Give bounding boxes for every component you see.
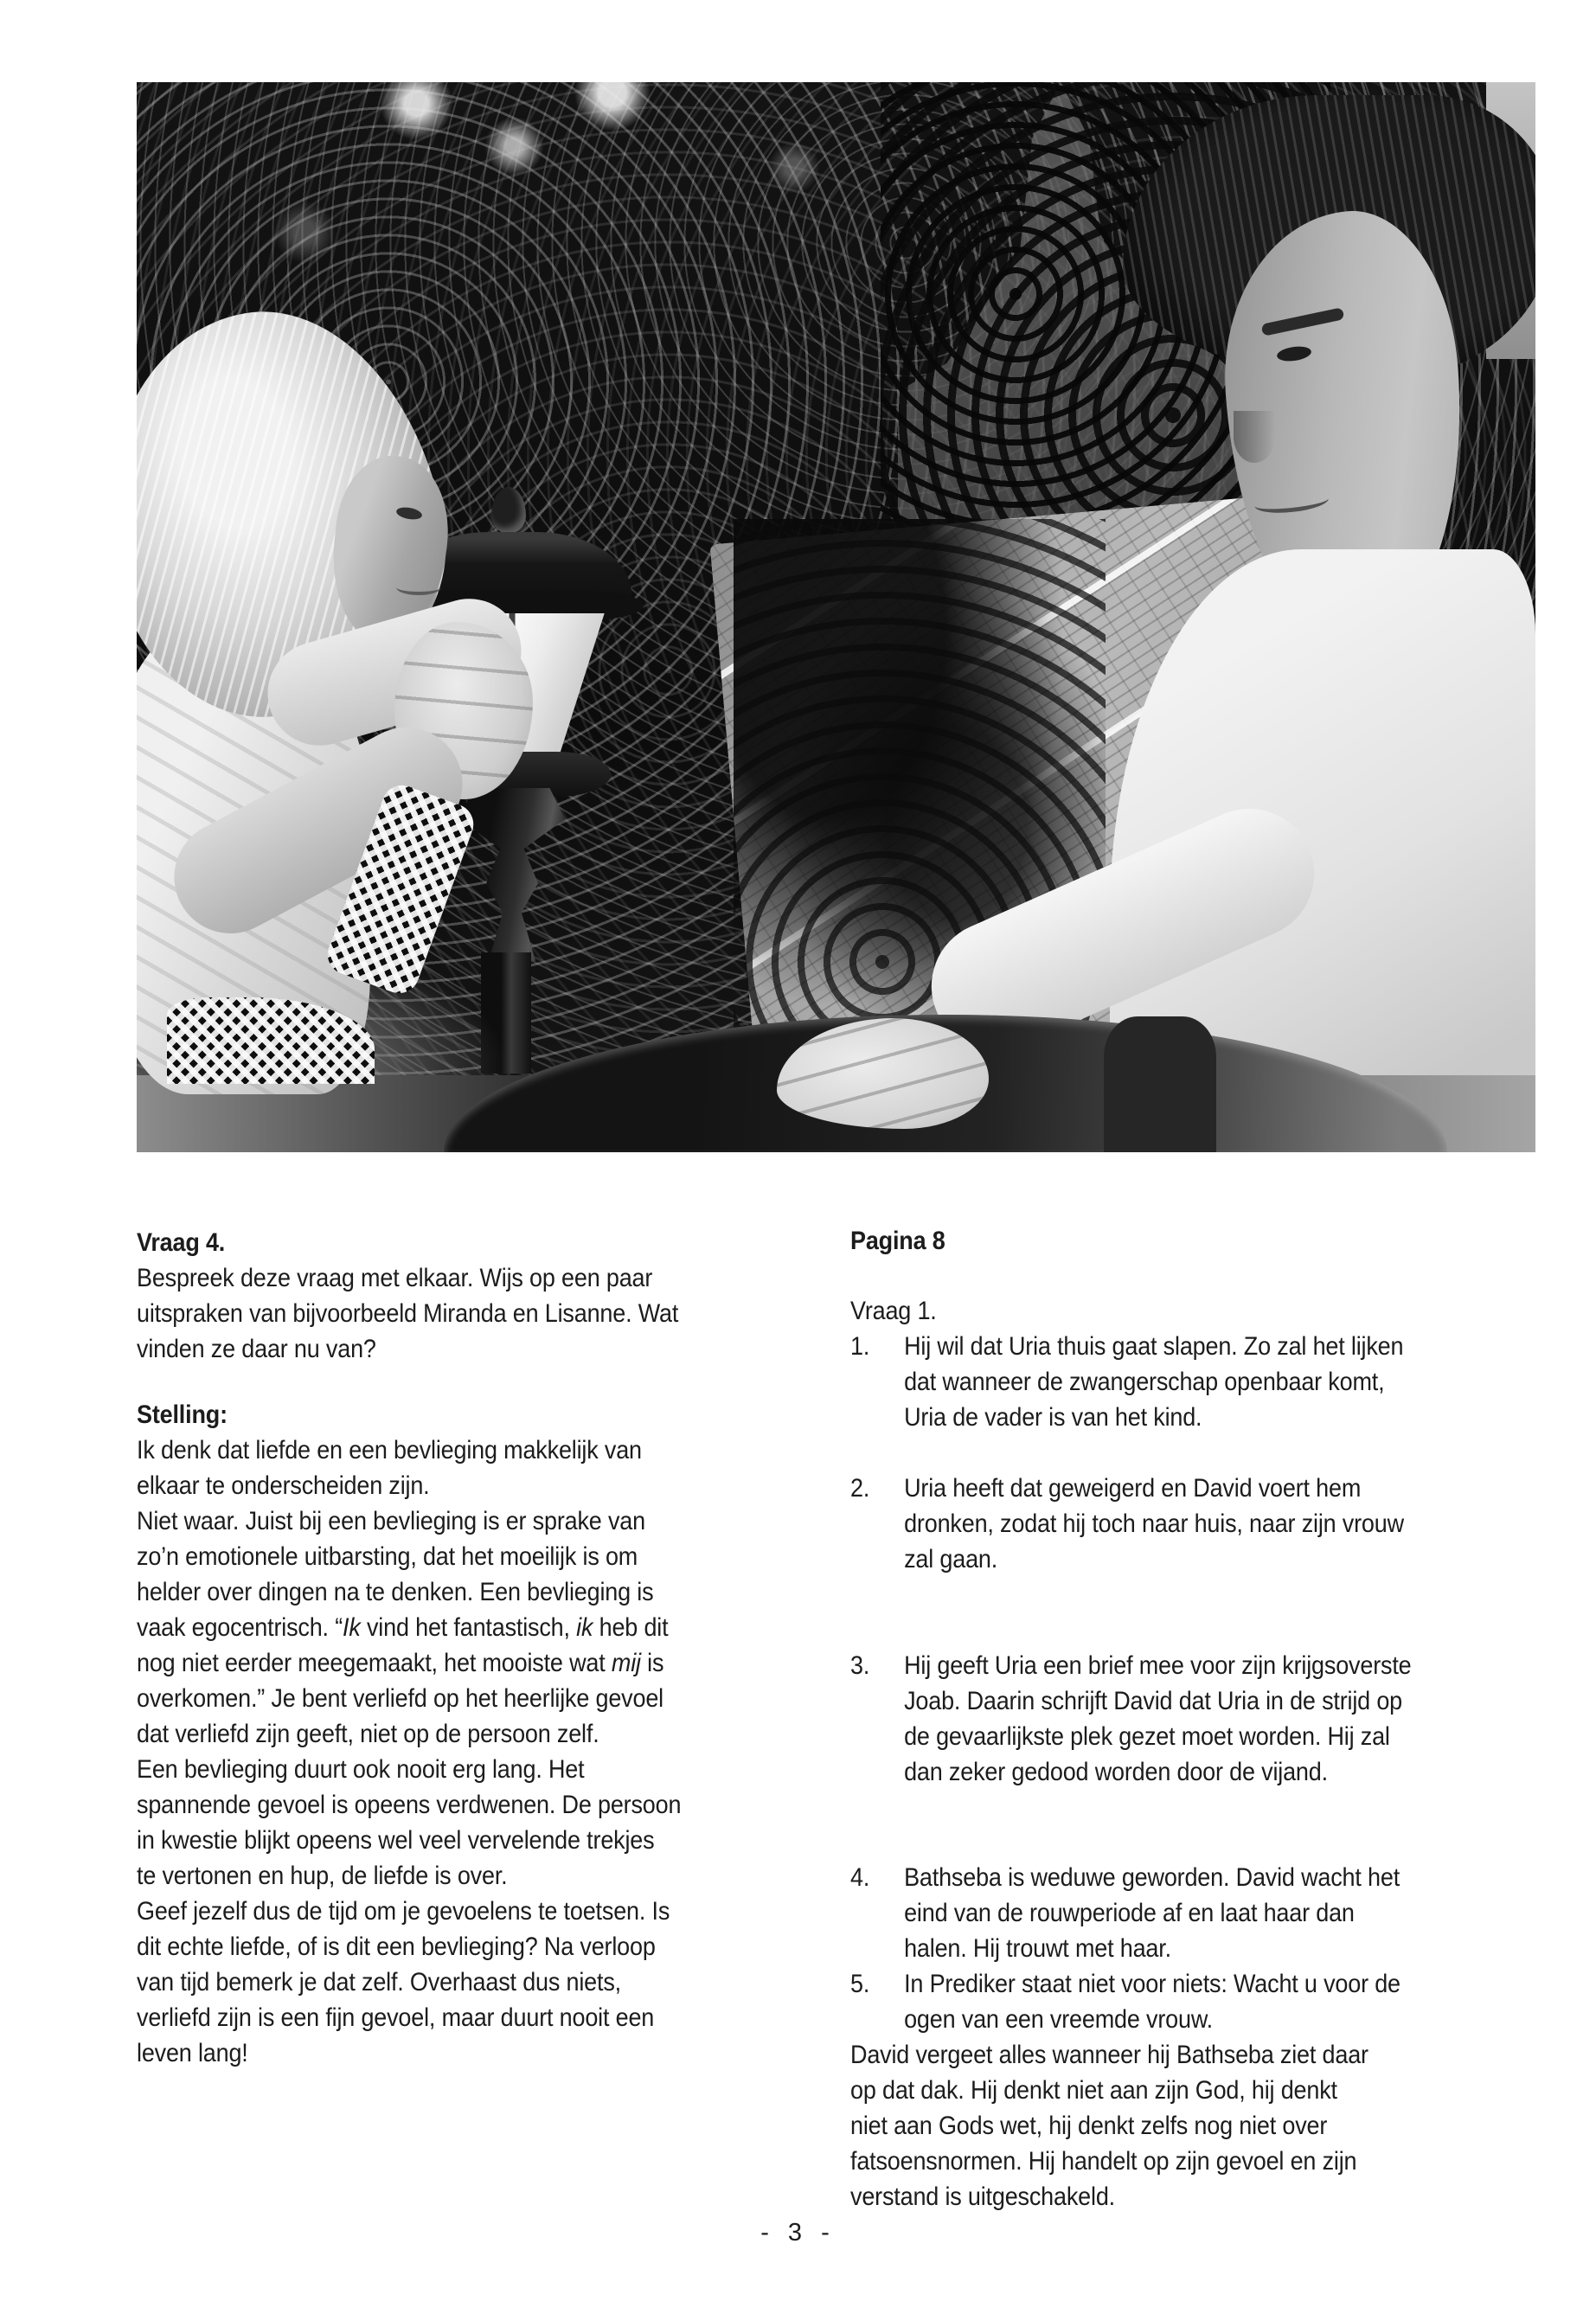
answer-item [850, 1329, 1555, 1435]
answer-item [850, 1648, 1555, 1790]
text-line: Niet waar. Juist bij een bevlieging is er sprake van [137, 1507, 645, 1535]
text-line: nog niet eerder meegemaakt, het mooiste wat mij is [137, 1649, 664, 1677]
text-line: David vergeet alles wanneer hij Bathseba ziet daar [850, 2041, 1368, 2069]
text-line: Joab. Daarin schrijft David dat Uria in de strijd op [904, 1687, 1403, 1715]
statement-heading: Stelling: [137, 1400, 228, 1429]
text-line: elkaar te onderscheiden zijn. [137, 1471, 430, 1500]
text-line: niet aan Gods wet, hij denkt zelfs nog niet over [850, 2112, 1328, 2140]
text-line: dat verliefd zijn geeft, niet op de persoon zelf. [137, 1720, 599, 1748]
text-line: verstand is uitgeschakeld. [850, 2182, 1115, 2211]
item-number: 2. [850, 1474, 870, 1503]
text-line: ogen van een vreemde vrouw. [904, 2005, 1213, 2034]
text-line: helder over dingen na te denken. Een bevlieging is [137, 1578, 654, 1606]
right-column [850, 1223, 1555, 2214]
answer-item [850, 1860, 1555, 1966]
text-line: eind van de rouwperiode af en laat haar dan [904, 1899, 1355, 1927]
text-line: leven lang! [137, 2039, 248, 2067]
text-line: vaak egocentrisch. “Ik vind het fantastisch, ik heb dit [137, 1613, 669, 1642]
item-number: 5. [850, 1970, 870, 1998]
text-line: Bathseba is weduwe geworden. David wacht het [904, 1863, 1401, 1892]
text-line: Geef jezelf dus de tijd om je gevoelens te toetsen. Is [137, 1897, 670, 1926]
text-line: Uria de vader is van het kind. [904, 1403, 1202, 1432]
item-text [904, 1648, 1411, 1790]
left-column [137, 1225, 798, 2071]
text-line: op dat dak. Hij denkt niet aan zijn God, hij denkt [850, 2076, 1337, 2105]
item-number: 4. [850, 1863, 870, 1892]
item-text [904, 1966, 1401, 2037]
text-line: In Prediker staat niet voor niets: Wacht u voor de [904, 1970, 1401, 1998]
question-heading: Vraag 4. [137, 1228, 226, 1257]
item-number: 1. [850, 1332, 870, 1361]
text-line: Ik denk dat liefde en een bevlieging makkelijk van [137, 1436, 642, 1465]
text-line: van tijd bemerk je dat zelf. Overhaast dus niets, [137, 1968, 621, 1997]
text-line: Een bevlieging duurt ook nooit erg lang. Het [137, 1755, 585, 1784]
photo-girl-smile [396, 580, 441, 595]
text-line: dat wanneer de zwangerschap openbaar komt, [904, 1368, 1385, 1396]
text-line: te vertonen en hup, de liefde is over. [137, 1862, 508, 1890]
page-section-heading: Pagina 8 [850, 1227, 945, 1255]
photo [137, 82, 1535, 1152]
text-line: dronken, zodat hij toch naar huis, naar zijn vrouw [904, 1509, 1404, 1538]
photo-boy-nose-shadow [1234, 411, 1275, 463]
text-line: Hij wil dat Uria thuis gaat slapen. Zo zal het lijken [904, 1332, 1404, 1361]
text-line: de gevaarlijkste plek gezet moet worden. Hij zal [904, 1722, 1390, 1751]
text-line: Bespreek deze vraag met elkaar. Wijs op een paar [137, 1264, 653, 1292]
text-line: verliefd zijn is een fijn gevoel, maar duurt nooit een [137, 2003, 655, 2032]
answer-item [850, 1966, 1555, 2037]
text-line: halen. Hij trouwt met haar. [904, 1934, 1171, 1963]
item-text [904, 1329, 1403, 1435]
text-line: vinden ze daar nu van? [137, 1335, 376, 1363]
item-text [904, 1860, 1400, 1966]
text-line: dan zeker gedood worden door de vijand. [904, 1758, 1328, 1786]
photo-arm-shadow [1104, 1016, 1216, 1152]
answer-item [850, 1471, 1555, 1577]
text-line: uitspraken van bijvoorbeeld Miranda en Lisanne. Wat [137, 1299, 679, 1328]
page-number: - 3 - [760, 2219, 836, 2247]
text-line: dit echte liefde, of is dit een bevlieging? Na verloop [137, 1932, 656, 1961]
text-line: overkomen.” Je bent verliefd op het heerlijke gevoel [137, 1684, 663, 1713]
text-line: zal gaan. [904, 1545, 998, 1574]
text-line: fatsoensnormen. Hij handelt op zijn gevoel en zijn [850, 2147, 1357, 2176]
item-text [904, 1471, 1404, 1577]
text-line: Hij geeft Uria een brief mee voor zijn krijgsoverste [904, 1651, 1412, 1680]
question-subheading: Vraag 1. [850, 1297, 937, 1325]
text-line: in kwestie blijkt opeens wel veel vervelende trekjes [137, 1826, 655, 1855]
text-line: zo’n emotionele uitbarsting, dat het moeilijk is om [137, 1542, 638, 1571]
closing-paragraph [850, 2037, 1555, 2214]
text-line: spannende gevoel is opeens verdwenen. De persoon [137, 1791, 682, 1819]
item-number: 3. [850, 1651, 870, 1680]
text-line: Uria heeft dat geweigerd en David voert hem [904, 1474, 1362, 1503]
